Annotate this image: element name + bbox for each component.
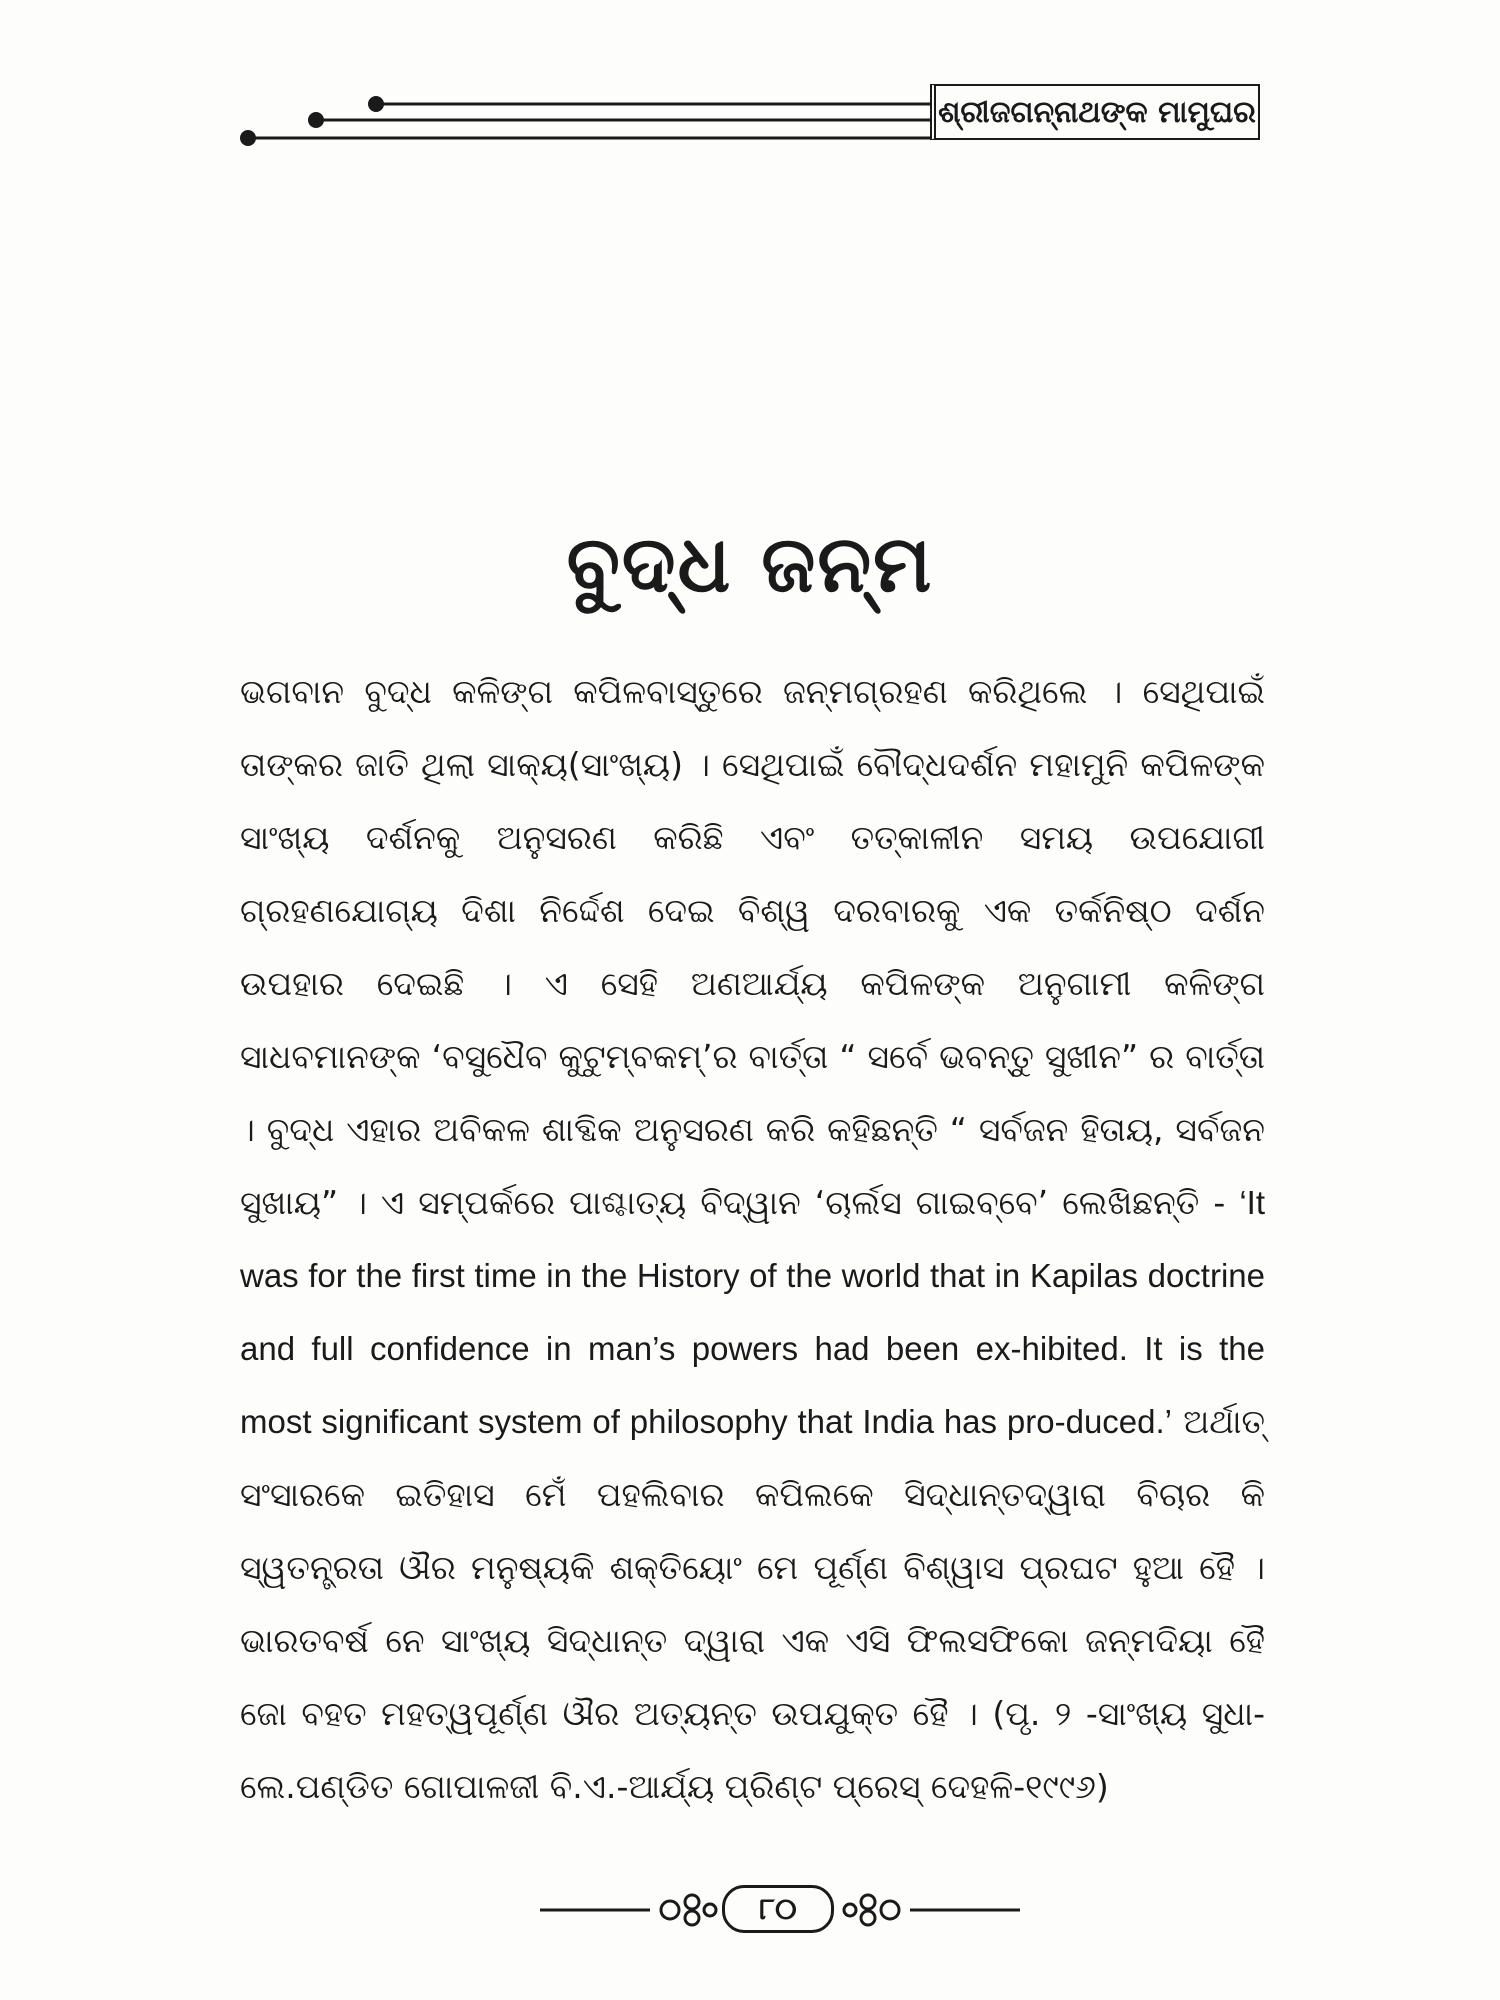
header-decorative-rule — [236, 82, 936, 152]
body-paragraph — [240, 655, 1265, 1823]
page-number: ୮୦ — [722, 1885, 834, 1933]
footer-flourish-right — [844, 1895, 899, 1925]
running-header-title: ଶ୍ରୀଜଗନ୍ନାଥଙ୍କ ମାମୁଘର — [930, 84, 1260, 140]
chapter-title: ବୁଦ୍ଧ ଜନ୍ମ — [566, 520, 934, 610]
body-text-odia-part-1: ଭଗବାନ ବୁଦ୍ଧ କଳିଙ୍ଗ କପିଳବାସ୍ତୁରେ ଜନ୍ମଗ୍ରହଣ କରିଥିଲେ । ସେଥିପାଇଁ ତାଙ୍କର ଜାତି ଥିଲା ସାକ୍ୟ(ସାଂଖ୍ୟ) । ସେଥିପାଇଁ ବୌଦ୍ଧଦର୍ଶନ ମହାମୁନି କପିଳଙ୍କ ସାଂଖ୍ୟ ଦର୍ଶନକୁ ଅନୁସରଣ କରିଛି ଏବଂ ତତ୍‌କାଳୀନ ସମୟ ଉପଯୋଗୀ ଗ୍ରହଣଯୋଗ୍ୟ ଦିଶା ନିର୍ଦ୍ଦେଶ ଦେଇ ବିଶ୍ୱ ଦରବାରକୁ ଏକ ତର୍କନିଷ୍ଠ ଦର୍ଶନ ଉପହାର ଦେଇଛି । ଏ ସେହି ଅଣଆର୍ଯ୍ୟ କପିଳଙ୍କ ଅନୁଗାମୀ କଳିଙ୍ଗ ସାଧବମାନଙ୍କ ‘ବସୁଧୈବ କୁଟୁମ୍ବକମ୍’ର ବାର୍ତ୍ତା “ ସର୍ବେ ଭବନ୍ତୁ ସୁଖୀନ” ର ବାର୍ତ୍ତା । ବୁଦ୍ଧ ଏହାର ଅବିକଳ ଶାବ୍ଦିକ ଅନୁସରଣ କରି କହିଛନ୍ତି “ ସର୍ବଜନ ହିତାୟ, ସର୍ବଜନ ସୁଖାୟ” । ଏ ସମ୍ପର୍କରେ ପାଶ୍ଚାତ୍ୟ ବିଦ୍ୱାନ ‘ଚାର୍ଲସ ଗାଇବ୍ବେ’ ଲେଖିଛନ୍ତି - — [240, 672, 1265, 1222]
header-rule-dot-3 — [240, 130, 256, 146]
header-rule-dot-2 — [308, 112, 324, 128]
body-text-odia-part-2: ଅର୍ଥାତ୍ ସଂସାରକେ ଇତିହାସ ମେଁ ପହଲିବାର କପିଲକେ ସିଦ୍ଧାନ୍ତଦ୍ୱାରା ବିଚାର କି ସ୍ୱତନ୍ତ୍ରତା ଔର ମନୁଷ୍ୟକି ଶକ୍ତିୟୋଂ ମେ ପୂର୍ଣ୍ଣ ବିଶ୍ୱାସ ପ୍ରଘଟ ହୁଆ ହୈ । ଭାରତବର୍ଷ ନେ ସାଂଖ୍ୟ ସିଦ୍ଧାନ୍ତ ଦ୍ୱାରା ଏକ ଏସି ଫିଲସଫିକୋ ଜନ୍ମଦିୟା ହୈ ଜୋ ବହତ ମହତ୍ୱପୂର୍ଣ୍ଣ ଔର ଅତ୍ୟନ୍ତ ଉପଯୁକ୍ତ ହୈ । (ପୃ. ୨ -ସାଂଖ୍ୟ ସୁଧା- ଲେ.ପଣ୍ଡିତ ଗୋପାଳଜୀ ବି.ଏ.-ଆର୍ଯ୍ୟ ପ୍ରିଣ୍ଟ ପ୍ରେସ୍ ଦେହଳି-୧୯୯୬) — [240, 1402, 1265, 1806]
header-rule-dot-1 — [368, 96, 384, 112]
english-quotation: ‘It was for the first time in the History of the world that in Kapilas doctrine and full confidence in man’s powers had been ex-hibited. It is the most significant system of philosophy that India has pro-duced.’ — [240, 1184, 1265, 1440]
footer-flourish-left — [661, 1895, 716, 1925]
